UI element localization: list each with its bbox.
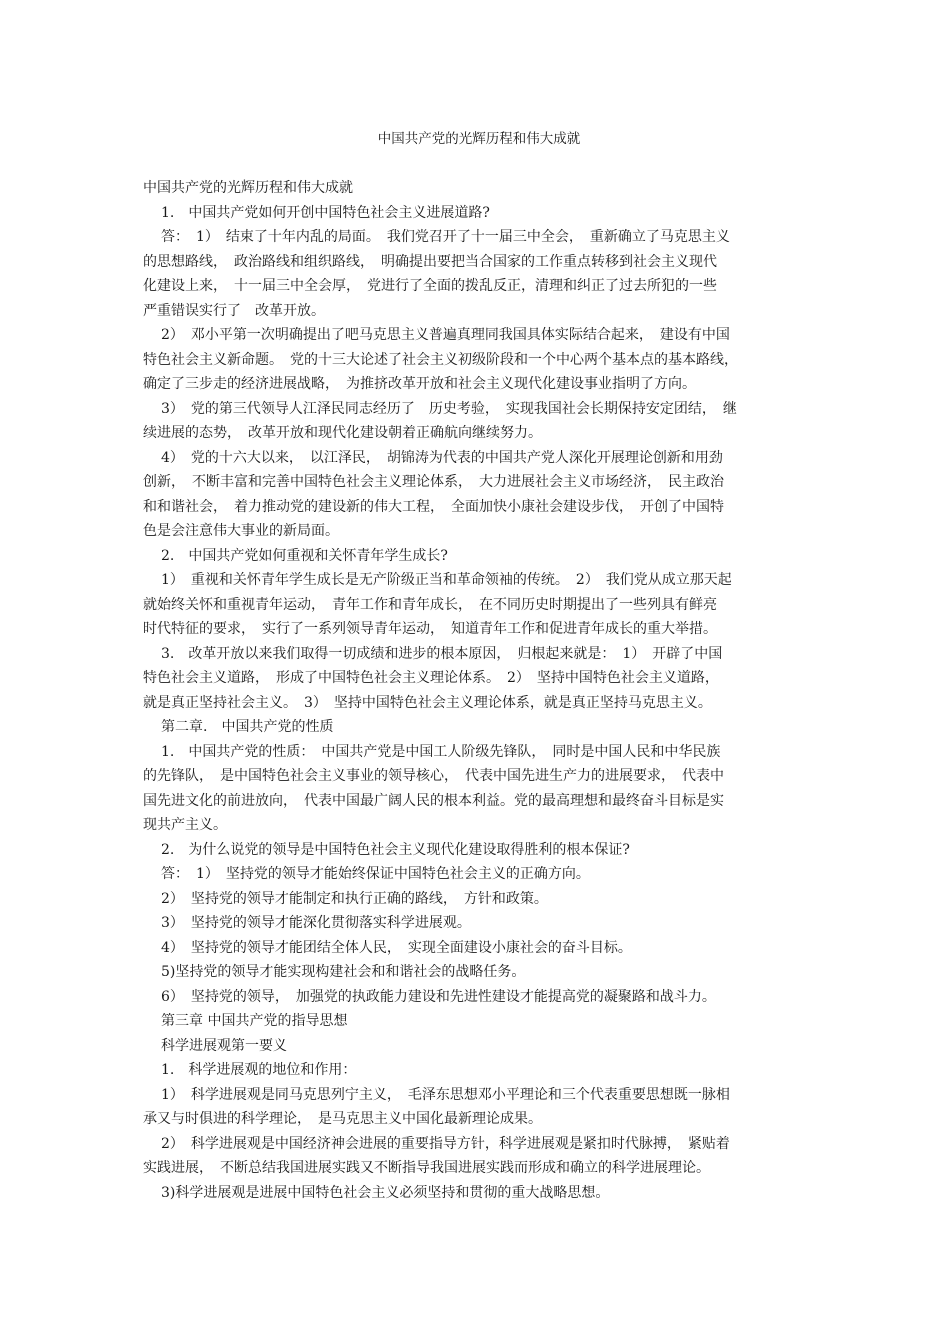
- text-line: 2） 邓小平第一次明确提出了吧马克思主义普遍真理同我国具体实际结合起来， 建设有中国: [161, 327, 730, 343]
- text-line: 的思想路线， 政治路线和组织路线， 明确提出要把当合国家的工作重点转移到社会主义现代: [143, 253, 717, 270]
- text-line: 1. 中国共产党的性质： 中国共产党是中国工人阶级先锋队， 同时是中国人民和中华民族: [161, 743, 721, 760]
- text-line: 2） 科学进展观是中国经济神会进展的重要指导方针，科学进展观是紧扣时代脉搏， 紧贴着: [161, 1135, 730, 1152]
- text-line: 6） 坚持党的领导， 加强党的执政能力建设和先进性建设才能提高党的凝聚路和战斗力。: [161, 988, 716, 1005]
- text-line: 答： 1） 结束了十年内乱的局面。 我们党召开了十一届三中全会， 重新确立了马克思主义: [161, 229, 730, 245]
- text-line: 色是会注意伟大事业的新局面。: [143, 523, 339, 539]
- text-line: 3)科学进展观是进展中国特色社会主义必须坚持和贯彻的重大战略思想。: [161, 1184, 610, 1201]
- text-line: 实践进展， 不断总结我国进展实践又不断指导我国进展实践而形成和确立的科学进展理论。: [143, 1160, 710, 1176]
- text-line: 答： 1） 坚持党的领导才能始终保证中国特色社会主义的正确方向。: [161, 866, 590, 882]
- text-line: 科学进展观第一要义: [161, 1037, 287, 1054]
- text-line: 和和谐社会， 着力推动党的建设新的伟大工程， 全面加快小康社会建设步伐， 开创了中国特: [143, 498, 724, 515]
- text-line: 时代特征的要求， 实行了一系列领导青年运动， 知道青年工作和促进青年成长的重大举措。: [143, 621, 717, 637]
- text-line: 的先锋队， 是中国特色社会主义事业的领导核心， 代表中国先进生产力的进展要求， 代表中: [143, 768, 724, 784]
- text-line: 1. 科学进展观的地位和作用：: [161, 1062, 357, 1078]
- text-line: 4） 党的十六大以来， 以江泽民， 胡锦涛为代表的中国共产党人深化开展理论创新和用劲: [161, 449, 723, 466]
- text-line: 3） 党的第三代领导人江泽民同志经历了 历史考验， 实现我国社会长期保持安定团结， 继: [161, 400, 737, 417]
- text-line: 就是真正坚持社会主义。 3） 坚持中国特色社会主义理论体系，就是真正坚持马克思主义。: [143, 694, 712, 711]
- text-line: 1） 科学进展观是同马克思列宁主义， 毛泽东思想邓小平理论和三个代表重要思想既一脉相: [161, 1086, 730, 1103]
- text-line: 3） 坚持党的领导才能深化贯彻落实科学进展观。: [161, 915, 471, 931]
- text-line: 5)坚持党的领导才能实现构建社会和和谐社会的战略任务。: [161, 964, 526, 980]
- text-line: 国先进文化的前进放向， 代表中国最广阔人民的根本利益。党的最高理想和最终奋斗目标是实: [143, 792, 724, 809]
- text-line: 就始终关怀和重视青年运动， 青年工作和青年成长， 在不同历史时期提出了一些列具有鲜亮: [143, 596, 717, 613]
- text-line: 2. 为什么说党的领导是中国特色社会主义现代化建设取得胜利的根本保证?: [161, 841, 630, 858]
- text-line: 2. 中国共产党如何重视和关怀青年学生成长?: [161, 547, 448, 564]
- text-line: 现共产主义。: [143, 817, 227, 833]
- document-body: [143, 176, 815, 1205]
- text-line: 3. 改革开放以来我们取得一切成绩和进步的根本原因， 归根起来就是： 1） 开辟了中国: [161, 645, 723, 662]
- text-line: 1） 重视和关怀青年学生成长是无产阶级正当和革命领袖的传统。 2） 我们党从成立那天起: [161, 572, 732, 588]
- text-line: 创新， 不断丰富和完善中国特色社会主义理论体系， 大力进展社会主义市场经济， 民主政治: [143, 474, 724, 490]
- text-line: 续进展的态势， 改革开放和现代化建设朝着正确航向继续努力。: [143, 425, 542, 441]
- text-line: 第三章 中国共产党的指导思想: [161, 1013, 348, 1029]
- text-line: 中国共产党的光辉历程和伟大成就: [143, 180, 353, 196]
- text-line: 2） 坚持党的领导才能制定和执行正确的路线， 方针和政策。: [161, 890, 548, 907]
- document-title: 中国共产党的光辉历程和伟大成就: [377, 131, 581, 147]
- text-line: 化建设上来， 十一届三中全会厚， 党进行了全面的拨乱反正，清理和纠正了过去所犯的一些: [143, 278, 717, 294]
- text-line: 第二章. 中国共产党的性质: [161, 719, 334, 735]
- text-line: 1. 中国共产党如何开创中国特色社会主义进展道路?: [161, 204, 490, 221]
- text-line: 承又与时俱进的科学理论， 是马克思主义中国化最新理论成果。: [143, 1111, 542, 1127]
- text-line: 确定了三步走的经济进展战略， 为推挤改革开放和社会主义现代化建设事业指明了方向。: [143, 376, 696, 392]
- text-line: 特色社会主义新命题。 党的十三大论述了社会主义初级阶段和一个中心两个基本点的基本路线，: [143, 351, 738, 368]
- text-line: 严重错误实行了 改革开放。: [143, 302, 325, 319]
- text-line: 4） 坚持党的领导才能团结全体人民， 实现全面建设小康社会的奋斗目标。: [161, 939, 632, 956]
- text-line: 特色社会主义道路， 形成了中国特色社会主义理论体系。 2） 坚持中国特色社会主义道路，: [143, 670, 719, 686]
